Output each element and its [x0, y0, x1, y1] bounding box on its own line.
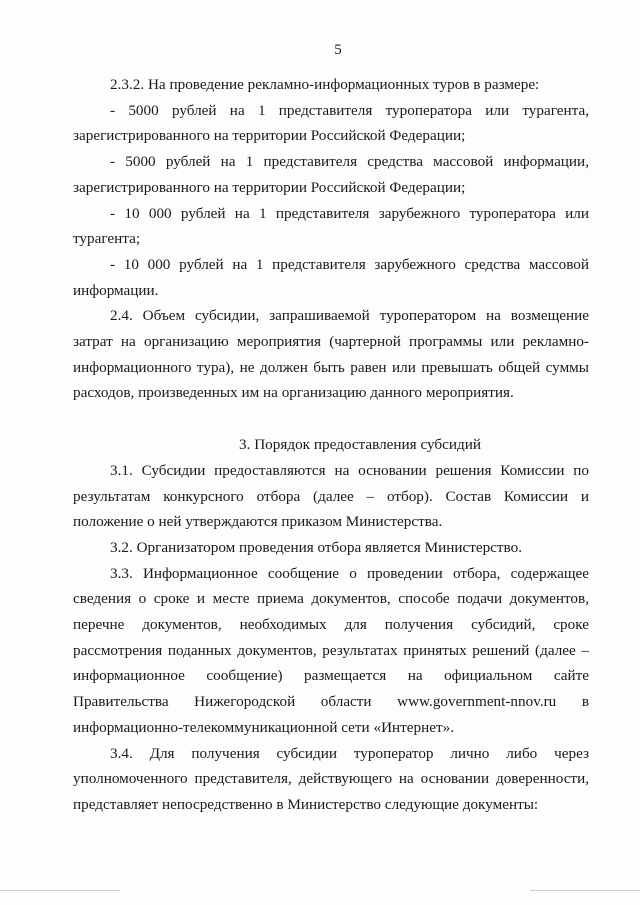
list-item-foreign-tour-operator: - 10 000 рублей на 1 представителя зарубежного туроператора или турагента;	[73, 204, 589, 248]
scan-edge-right	[530, 890, 640, 891]
paragraph-2-4: 2.4. Объем субсидии, запрашиваемой туроператором на возмещение затрат на организацию мероприятия (чартерной программы или рекламно-информационного тура), не должен быть равен или превышать общей суммы расходов, произведенных им на организацию данного мероприятия.	[73, 307, 589, 402]
paragraph-2-3-2: 2.3.2. На проведение рекламно-информационных туров в размере:	[110, 76, 540, 93]
paragraph-3-4: 3.4. Для получения субсидии туроператор лично либо через уполномоченного представителя, действующего на основании доверенности, представляет непосредственно в Министерство следующие документы:	[73, 744, 589, 813]
paragraph-3-2: 3.2. Организатором проведения отбора является Министерство.	[110, 538, 523, 556]
scan-edge-left	[0, 890, 120, 891]
document-body	[73, 72, 589, 818]
section-heading: 3. Порядок предоставления субсидий	[239, 436, 481, 454]
paragraph-3-1: 3.1. Субсидии предоставляются на основании решения Комиссии по результатам конкурсного отбора (далее – отбор). Состав Комиссии и положение о ней утверждаются приказом Министерства.	[73, 461, 589, 531]
list-item-tour-operator: - 5000 рублей на 1 представителя туроператора или турагента, зарегистрированного на территории Российской Федерации;	[73, 101, 589, 145]
list-item-mass-media: - 5000 рублей на 1 представителя средства массовой информации, зарегистрированного на территории Российской Федерации;	[73, 153, 589, 196]
list-item-foreign-mass-media: - 10 000 рублей на 1 представителя зарубежного средства массовой информации.	[73, 255, 589, 299]
paragraph-3-3: 3.3. Информационное сообщение о проведении отбора, содержащее сведения о сроке и месте приема документов, способе подачи документов, перечне документов, необходимых для получения субсидий, сроке рассмотрения поданных документов, результатах принятых решений (далее – информационное сообщение) размещается на официальном сайте Правительства Нижегородской области www.government-nnov.ru в информационно-телекоммуникационной сети «Интернет».	[73, 564, 589, 736]
page-number: 5	[334, 42, 342, 58]
